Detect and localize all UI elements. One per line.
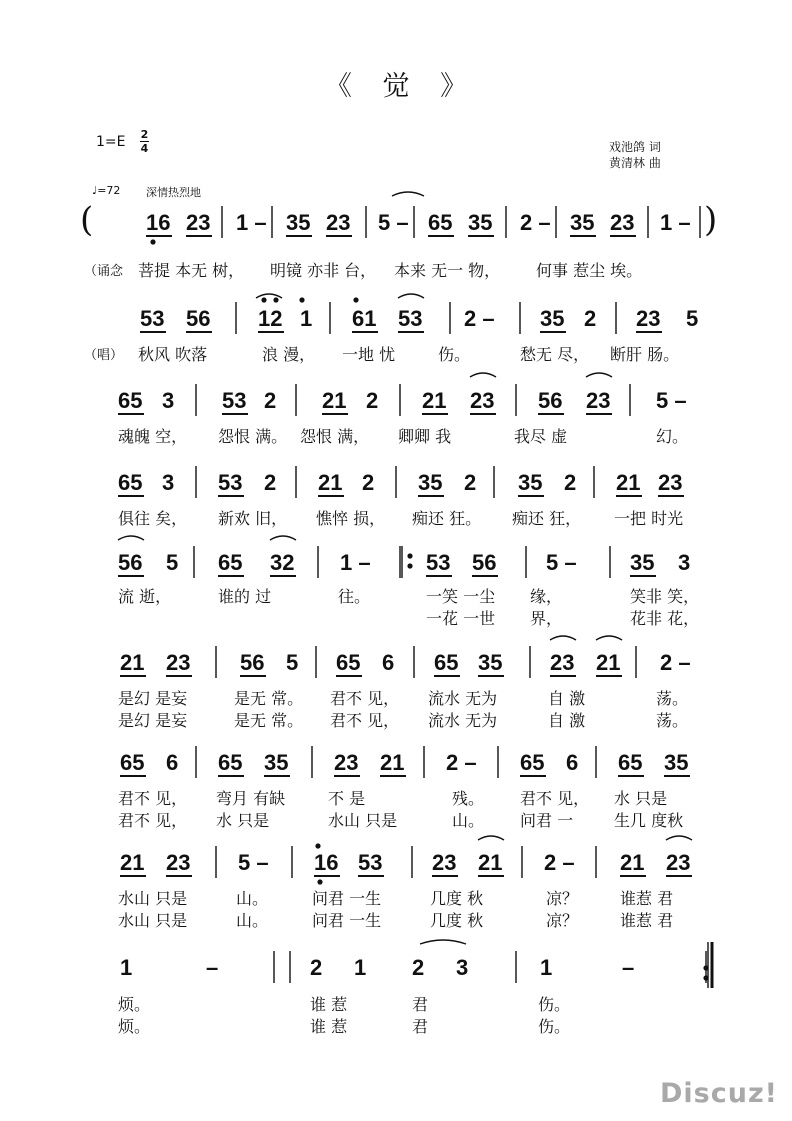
lyric-phrase: 君不 见，	[520, 789, 590, 808]
note-group: 53	[218, 470, 243, 495]
note-group: 35	[630, 550, 655, 575]
note-group: 21	[616, 470, 641, 495]
note-group: 23	[470, 388, 495, 413]
lyric-phrase-verse2: 烦。	[118, 1017, 151, 1036]
note-group: 6	[382, 650, 395, 675]
lyric-phrase-verse2: 君不 见，	[330, 711, 400, 730]
lyric-phrase: 浪 漫，	[262, 345, 316, 364]
note-group: 56	[186, 306, 211, 331]
note-group: 56	[118, 550, 143, 575]
note-group: 23	[550, 650, 575, 675]
lyric-phrase: 君不 见，	[330, 689, 400, 708]
lyric-phrase-verse2: 是无 常。	[234, 711, 304, 730]
note-group: 2	[264, 470, 277, 495]
note-group: 23	[326, 210, 351, 235]
note-group: 2	[564, 470, 577, 495]
note-group: 21	[478, 850, 503, 875]
note-group: 23	[432, 850, 457, 875]
note-group: 35	[664, 750, 689, 775]
lyric-phrase-verse2: 君	[412, 1017, 429, 1036]
note-group: 2	[464, 470, 477, 495]
note-group: 65	[218, 550, 243, 575]
slur	[478, 836, 504, 840]
lyric-phrase: 山。	[236, 889, 269, 908]
note-group: 56	[240, 650, 265, 675]
lyric-phrase-verse2: 伤。	[538, 1017, 571, 1036]
note-group: 21	[120, 850, 145, 875]
lyric-phrase-verse2: 几度 秋	[430, 911, 484, 930]
top-slur	[392, 192, 424, 196]
slur	[596, 636, 622, 640]
note-group: 1 –	[340, 550, 371, 575]
lyric-phrase-verse2: 水山 只是	[328, 811, 398, 830]
note-group: 5 –	[378, 210, 409, 235]
lyric-phrase-verse2: 界，	[530, 609, 563, 628]
lyricist-credit: 戏池鸽 词	[609, 140, 661, 154]
note-group: 2	[362, 470, 375, 495]
slur	[398, 294, 424, 298]
note-group: 1 –	[236, 210, 267, 235]
slur	[118, 536, 144, 540]
lyric-phrase: 伤。	[538, 995, 571, 1014]
note-group: 56	[472, 550, 497, 575]
lyric-phrase-verse2: 生几 度秋	[614, 811, 684, 830]
key-signature: 1=E	[96, 134, 126, 150]
lyric-phrase-verse2: 山。	[452, 811, 485, 830]
lyric-phrase: 怨恨 满，	[300, 427, 370, 446]
note-group: 65	[434, 650, 459, 675]
lyric-phrase: 几度 秋	[430, 889, 484, 908]
lyric-phrase-verse2: 君不 见，	[118, 811, 188, 830]
octave-dot	[407, 553, 412, 558]
note-group: 2	[310, 955, 323, 980]
octave-dot	[273, 297, 278, 302]
note-group: 2 –	[464, 306, 495, 331]
note-group: 53	[222, 388, 247, 413]
lyric-phrase: 何事 惹尘 埃。	[536, 261, 643, 280]
note-group: 21	[120, 650, 145, 675]
note-group: 6	[166, 750, 179, 775]
note-group: 35	[518, 470, 543, 495]
octave-dot	[315, 843, 320, 848]
note-group: 6	[566, 750, 579, 775]
note-group: 1	[300, 306, 313, 331]
note-group: 65	[428, 210, 453, 235]
note-group: 2	[366, 388, 379, 413]
note-group: 23	[666, 850, 691, 875]
lyric-phrase: 幻。	[656, 427, 689, 446]
lyric-phrase: 魂魄 空，	[118, 427, 188, 446]
note-group: 21	[422, 388, 447, 413]
lyric-phrase: 伤。	[438, 345, 471, 364]
lyric-phrase: 愁无 尽，	[520, 345, 590, 364]
lyric-prefix: （诵念	[84, 264, 124, 279]
lyric-phrase: 水山 只是	[118, 889, 188, 908]
note-group: 53	[140, 306, 165, 331]
time-bottom: 4	[140, 142, 149, 155]
note-group: 35	[468, 210, 493, 235]
note-group: 61	[352, 306, 377, 331]
lyric-phrase: 水 只是	[614, 789, 668, 808]
note-group: –	[206, 955, 219, 980]
expression-mark: 深情热烈地	[146, 186, 201, 199]
lyric-phrase-verse2: 花非 花，	[630, 609, 700, 628]
note-group: 21	[322, 388, 347, 413]
lyric-phrase: 君不 见，	[118, 789, 188, 808]
note-group: 35	[570, 210, 595, 235]
lyric-phrase: 流水 无为	[428, 689, 498, 708]
lyric-phrase: 荡。	[656, 689, 689, 708]
octave-dot	[261, 297, 266, 302]
slur	[420, 940, 466, 944]
slur	[256, 294, 282, 298]
lyric-phrase: 问君 一生	[312, 889, 382, 908]
note-group: 5 –	[238, 850, 269, 875]
octave-dot	[353, 297, 358, 302]
lyric-phrase: 流 逝，	[118, 587, 172, 606]
note-group: 5	[686, 306, 699, 331]
octave-dot	[317, 879, 322, 884]
note-group: 23	[658, 470, 683, 495]
note-group: 2 –	[660, 650, 691, 675]
score-title: 《 觉 》	[324, 71, 468, 102]
lyric-phrase-verse2: 山。	[236, 911, 269, 930]
lyric-phrase: 君	[412, 995, 429, 1014]
slur	[666, 836, 692, 840]
lyric-phrase: 是幻 是妄	[118, 689, 188, 708]
note-group: 16	[146, 210, 171, 235]
note-group: 3	[678, 550, 691, 575]
slur	[270, 536, 296, 540]
lyric-phrase-verse2: 问君 一生	[312, 911, 382, 930]
octave-dot	[407, 563, 412, 568]
note-group: 5	[166, 550, 179, 575]
lyric-phrase: 痴还 狂。	[412, 509, 482, 528]
lyric-phrase: 卿卿 我	[398, 427, 452, 446]
note-group: 65	[618, 750, 643, 775]
note-group: 2 –	[446, 750, 477, 775]
lyric-phrase: 残。	[452, 789, 485, 808]
note-group: 1 –	[660, 210, 691, 235]
note-group: 2 –	[544, 850, 575, 875]
tempo-mark: ♩=72	[92, 184, 121, 197]
lyric-phrase: 烦。	[118, 995, 151, 1014]
note-group: 65	[118, 388, 143, 413]
lyric-phrase-verse2: 荡。	[656, 711, 689, 730]
slur	[470, 373, 496, 377]
lyric-phrase-verse2: 凉？	[546, 911, 579, 930]
lyric-phrase: 明镜 亦非 台，	[270, 261, 377, 280]
lyric-phrase: 新欢 旧，	[218, 509, 288, 528]
note-group: 5	[286, 650, 299, 675]
lyric-phrase-verse2: 水 只是	[216, 811, 270, 830]
note-group: 1	[540, 955, 553, 980]
lyric-phrase: 往。	[338, 587, 371, 606]
lyric-phrase-verse2: 问君 一	[520, 811, 574, 830]
lyric-phrase: 一把 时光	[614, 509, 684, 528]
close-paren: )	[704, 200, 718, 240]
lyric-phrase-verse2: 是幻 是妄	[118, 711, 188, 730]
lyric-phrase: 憔悴 损，	[316, 509, 386, 528]
octave-dot	[150, 239, 155, 244]
note-group: 53	[358, 850, 383, 875]
note-group: 1	[120, 955, 133, 980]
lyric-phrase: 痴还 狂，	[512, 509, 582, 528]
note-group: 21	[620, 850, 645, 875]
note-group: 23	[186, 210, 211, 235]
lyric-phrase: 我尽 虚	[514, 427, 568, 446]
lyric-phrase: 凉？	[546, 889, 579, 908]
lyric-phrase: 是无 常。	[234, 689, 304, 708]
note-group: 23	[610, 210, 635, 235]
note-group: 3	[162, 388, 175, 413]
lyric-phrase: 一地 忧	[342, 345, 396, 364]
lyric-phrase: 俱往 矣，	[118, 509, 188, 528]
lyric-phrase: 本来 无一 物，	[394, 261, 501, 280]
composer-credit: 黄清林 曲	[609, 156, 661, 170]
lyric-prefix: （唱）	[84, 348, 124, 363]
note-group: 3	[162, 470, 175, 495]
note-group: 23	[334, 750, 359, 775]
slur	[586, 373, 612, 377]
watermark: Discuz!	[660, 1078, 778, 1109]
lyric-phrase: 不 是	[328, 789, 366, 808]
note-group: 21	[318, 470, 343, 495]
note-group: 23	[586, 388, 611, 413]
note-group: –	[622, 955, 635, 980]
note-group: 3	[456, 955, 469, 980]
lyric-phrase: 谁惹 君	[620, 889, 674, 908]
lyric-phrase-verse2: 水山 只是	[118, 911, 188, 930]
note-group: 35	[540, 306, 565, 331]
note-group: 16	[314, 850, 339, 875]
note-group: 53	[426, 550, 451, 575]
lyric-phrase: 弯月 有缺	[216, 789, 286, 808]
lyric-phrase-verse2: 自 激	[548, 711, 586, 730]
note-group: 35	[286, 210, 311, 235]
lyric-phrase: 秋风 吹落	[138, 345, 208, 364]
octave-dot	[299, 297, 304, 302]
note-group: 21	[596, 650, 621, 675]
lyric-phrase: 一笑 一尘	[426, 587, 496, 606]
lyric-phrase: 谁的 过	[218, 587, 272, 606]
note-group: 56	[538, 388, 563, 413]
note-group: 23	[166, 650, 191, 675]
note-group: 65	[520, 750, 545, 775]
note-group: 35	[478, 650, 503, 675]
lyric-phrase-verse2: 谁惹 君	[620, 911, 674, 930]
note-group: 5 –	[656, 388, 687, 413]
note-group: 65	[218, 750, 243, 775]
note-group: 2	[412, 955, 425, 980]
note-group: 32	[270, 550, 295, 575]
lyric-phrase: 笑非 笑，	[630, 587, 700, 606]
note-group: 65	[118, 470, 143, 495]
note-group: 2	[584, 306, 597, 331]
note-group: 21	[380, 750, 405, 775]
slur	[550, 636, 576, 640]
note-group: 23	[636, 306, 661, 331]
note-group: 12	[258, 306, 283, 331]
time-top: 2	[140, 128, 149, 141]
lyric-phrase-verse2: 谁 惹	[310, 1017, 348, 1036]
note-group: 2 –	[520, 210, 551, 235]
note-group: 35	[264, 750, 289, 775]
note-group: 23	[166, 850, 191, 875]
note-group: 65	[336, 650, 361, 675]
note-group: 2	[264, 388, 277, 413]
lyric-phrase: 缘，	[530, 587, 563, 606]
note-group: 35	[418, 470, 443, 495]
lyric-phrase: 断肝 肠。	[610, 345, 680, 364]
note-group: 5 –	[546, 550, 577, 575]
note-group: 1	[354, 955, 367, 980]
open-paren: (	[80, 200, 94, 240]
lyric-phrase: 自 激	[548, 689, 586, 708]
lyric-phrase-verse2: 流水 无为	[428, 711, 498, 730]
lyric-phrase-verse2: 一花 一世	[426, 609, 496, 628]
note-group: 53	[398, 306, 423, 331]
lyric-phrase: 谁 惹	[310, 995, 348, 1014]
note-group: 65	[120, 750, 145, 775]
lyric-phrase: 怨恨 满。	[218, 427, 288, 446]
lyric-phrase: 菩提 本无 树，	[138, 261, 245, 280]
